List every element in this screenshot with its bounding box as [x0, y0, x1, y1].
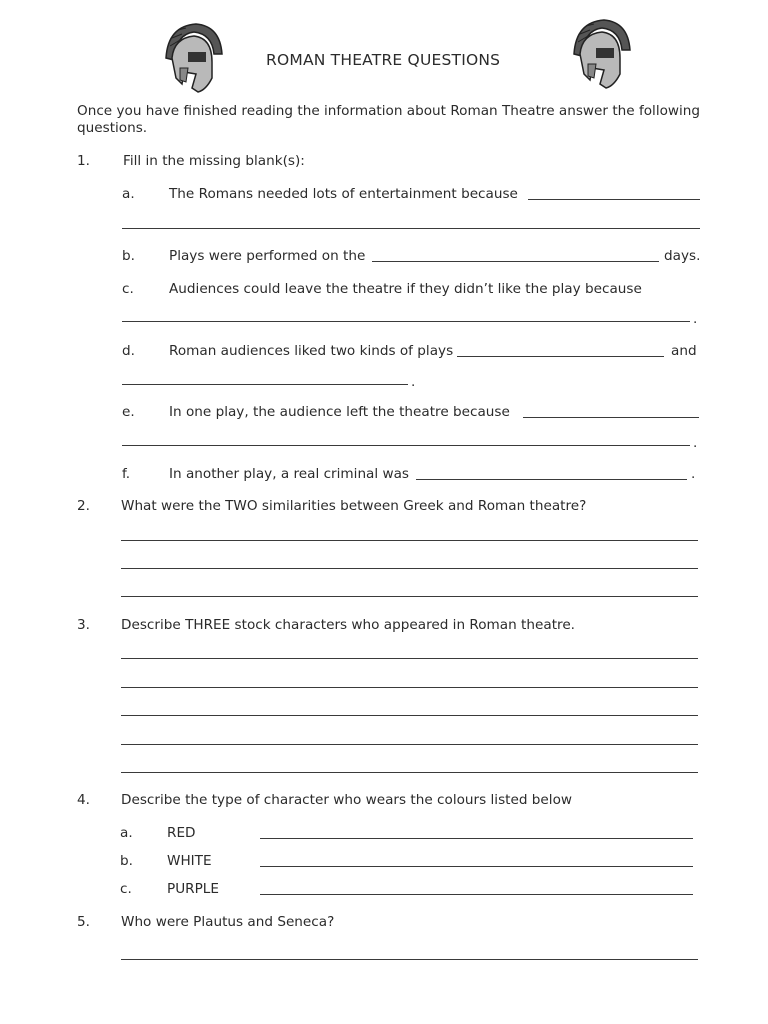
answer-line[interactable]	[260, 838, 693, 839]
item-letter: f.	[122, 466, 131, 482]
item-letter: b.	[122, 248, 135, 264]
answer-line[interactable]	[121, 959, 698, 960]
item-text: WHITE	[167, 853, 212, 869]
item-letter: b.	[120, 853, 133, 869]
answer-line[interactable]	[121, 744, 698, 745]
item-text: In another play, a real criminal was	[169, 466, 410, 482]
roman-helmet-icon-left	[158, 18, 228, 98]
question-number: 3.	[77, 617, 90, 633]
item-letter: e.	[122, 404, 135, 420]
answer-blank[interactable]	[523, 417, 699, 418]
question-text: Describe THREE stock characters who appeared in Roman theatre.	[121, 617, 576, 633]
item-letter: d.	[122, 343, 135, 359]
answer-blank[interactable]	[416, 479, 687, 480]
item-text: PURPLE	[167, 881, 219, 897]
item-end: .	[693, 311, 698, 327]
item-text: Audiences could leave the theatre if they didn’t like the play because	[169, 281, 642, 297]
answer-blank[interactable]	[122, 321, 690, 322]
answer-line[interactable]	[121, 540, 698, 541]
intro-text-cont: questions.	[77, 120, 148, 136]
question-number: 2.	[77, 498, 90, 514]
item-text: In one play, the audience left the theatre because	[169, 404, 510, 420]
answer-blank[interactable]	[122, 445, 690, 446]
answer-line[interactable]	[260, 866, 693, 867]
answer-blank[interactable]	[372, 261, 659, 262]
item-text: RED	[167, 825, 196, 841]
question-number: 1.	[77, 153, 90, 169]
answer-line[interactable]	[121, 687, 698, 688]
item-letter: a.	[122, 186, 135, 202]
question-number: 5.	[77, 914, 90, 930]
question-number: 4.	[77, 792, 90, 808]
page-title: ROMAN THEATRE QUESTIONS	[266, 51, 501, 69]
item-tail: days.	[664, 248, 701, 264]
item-end: .	[693, 435, 698, 451]
question-text: Describe the type of character who wears the colours listed below	[121, 792, 573, 808]
roman-helmet-icon-right	[566, 14, 636, 94]
answer-line[interactable]	[121, 658, 698, 659]
item-text: Plays were performed on the	[169, 248, 366, 264]
item-mid: and	[671, 343, 697, 359]
intro-text: Once you have finished reading the information about Roman Theatre answer the following	[77, 103, 701, 119]
item-letter: c.	[120, 881, 132, 897]
answer-line[interactable]	[121, 568, 698, 569]
item-letter: a.	[120, 825, 133, 841]
answer-blank[interactable]	[457, 356, 664, 357]
answer-line[interactable]	[121, 596, 698, 597]
item-end: .	[691, 466, 696, 482]
answer-line[interactable]	[260, 894, 693, 895]
question-text: Who were Plautus and Seneca?	[121, 914, 335, 930]
answer-blank[interactable]	[528, 199, 700, 200]
answer-line[interactable]	[121, 772, 698, 773]
item-letter: c.	[122, 281, 134, 297]
item-text: Roman audiences liked two kinds of plays	[169, 343, 454, 359]
answer-blank[interactable]	[122, 228, 700, 229]
answer-line[interactable]	[121, 715, 698, 716]
answer-blank[interactable]	[122, 384, 408, 385]
question-text: What were the TWO similarities between Greek and Roman theatre?	[121, 498, 587, 514]
item-end: .	[411, 374, 416, 390]
question-text: Fill in the missing blank(s):	[123, 153, 305, 169]
item-text: The Romans needed lots of entertainment because	[169, 186, 518, 202]
